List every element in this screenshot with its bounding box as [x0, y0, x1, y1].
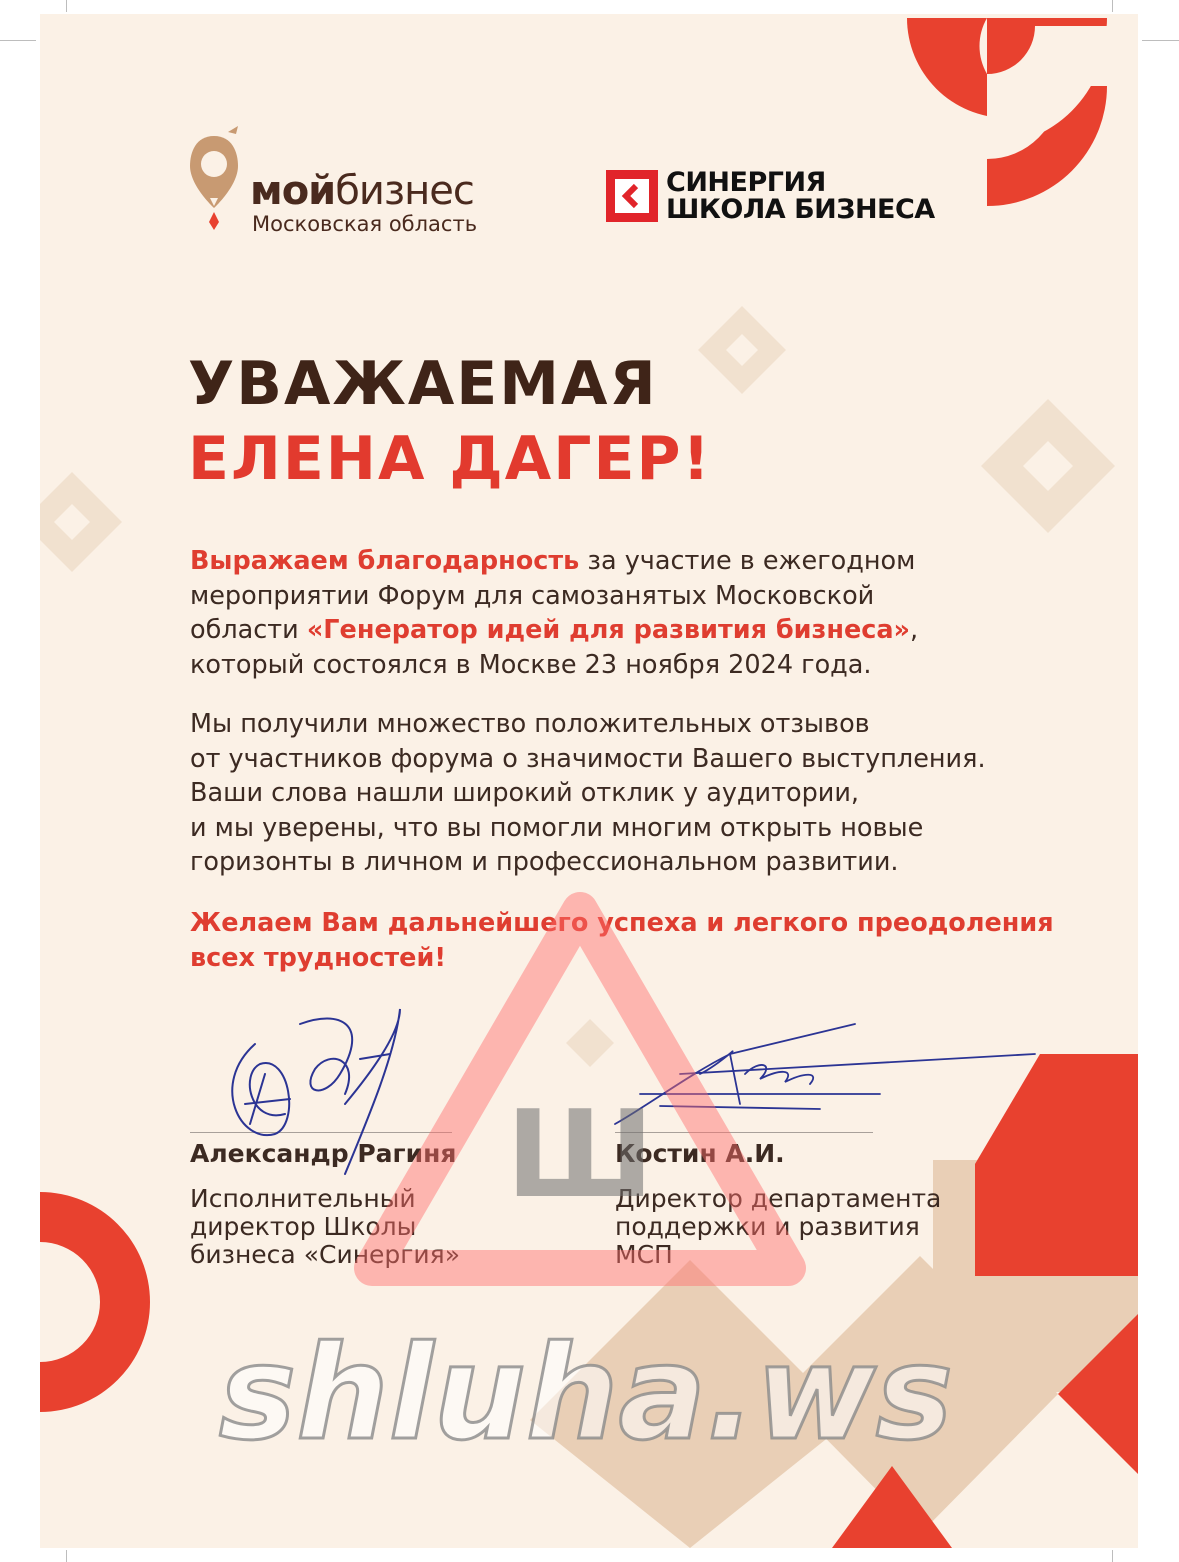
moy-biznes-region: Московская область: [252, 212, 478, 236]
crop-mark: [1112, 1550, 1113, 1562]
recipient-name: ЕЛЕНА ДАГЕР!: [188, 424, 712, 494]
signer-2-role: Директор департамента поддержки и развития МСП: [615, 1184, 942, 1269]
signature-line: [190, 1132, 452, 1133]
greeting-line: УВАЖАЕМАЯ: [188, 349, 658, 419]
moy-biznes-wordmark: мойбизнес: [250, 168, 474, 214]
crop-mark: [1142, 40, 1179, 41]
synergy-line2: ШКОЛА БИЗНЕСА: [666, 194, 935, 225]
crop-mark: [1112, 0, 1113, 12]
red-semicircle-shape: [40, 1192, 150, 1412]
synergy-line1: СИНЕРГИЯ: [666, 167, 826, 198]
paragraph-1: Выражаем благодарность за участие в ежегодном мероприятии Форум для самозанятых Московской области «Генератор идей для развития бизнеса», который состоялся в Москве 23 ноября 2024 года.: [190, 546, 919, 680]
location-pin-icon: [188, 126, 246, 236]
paragraph-2: Мы получили множество положительных отзывов от участников форума о значимости Вашего выступления. Ваши слова нашли широкий отклик у аудитории, и мы уверены, что вы помогли многим открыть новые горизонты в личном и профессиональном развитии.: [190, 709, 986, 877]
signer-2-name: Костин А.И.: [615, 1139, 785, 1168]
event-title: «Генератор идей для развития бизнеса»: [306, 615, 911, 645]
moy-biznes-logo: [188, 126, 528, 236]
watermark-letter: Ш: [505, 1086, 655, 1225]
signer-1-role: Исполнительный директор Школы бизнеса «Синергия»: [190, 1184, 461, 1269]
crop-mark: [0, 40, 36, 41]
gratitude-highlight: Выражаем благодарность: [190, 546, 580, 576]
wish-text: Желаем Вам дальнейшего успеха и легкого преодоления всех трудностей!: [190, 908, 1054, 973]
synergy-logo: [606, 167, 966, 230]
signer-1-name: Александр Рагиня: [190, 1139, 457, 1168]
crop-mark: [66, 1550, 67, 1562]
synergy-mark-icon: [606, 170, 658, 222]
signature-line: [615, 1132, 873, 1133]
watermark-site-text: shluha.ws: [218, 1317, 954, 1469]
crop-mark: [66, 0, 67, 12]
certificate-page: [40, 14, 1138, 1548]
